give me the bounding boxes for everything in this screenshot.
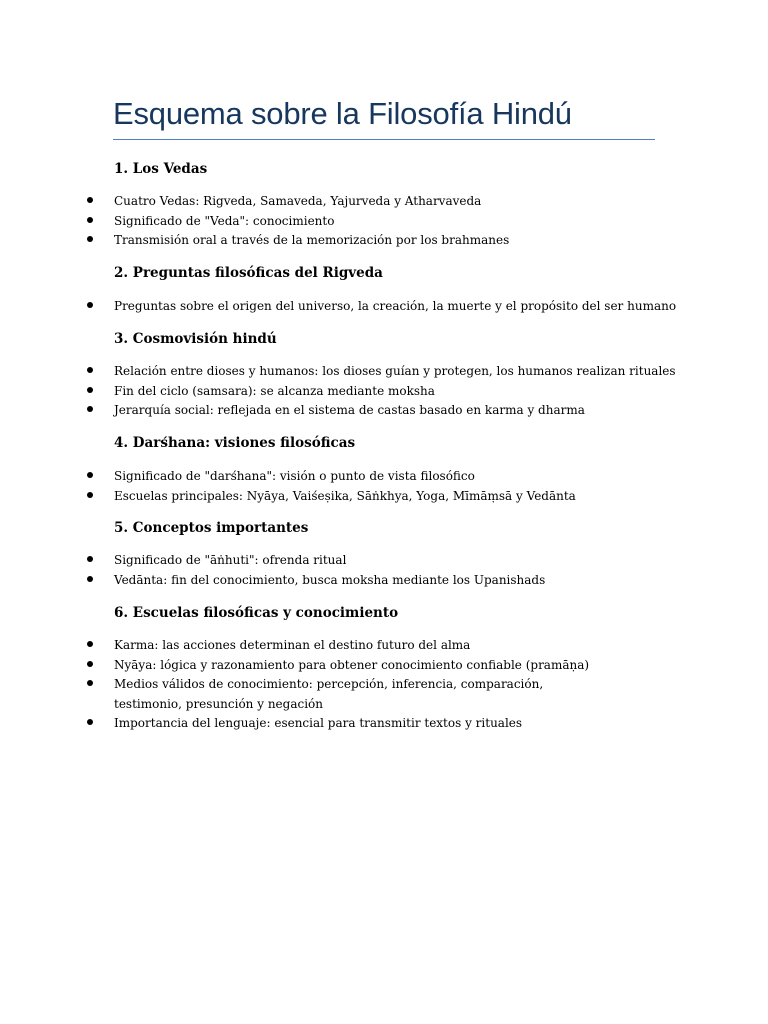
bullet-list bbox=[0, 551, 768, 590]
list-item bbox=[0, 297, 768, 317]
bullet-icon bbox=[87, 472, 93, 478]
list-item bbox=[0, 714, 768, 734]
list-item bbox=[0, 551, 768, 571]
list-item bbox=[0, 656, 768, 676]
title-underline bbox=[113, 139, 655, 140]
list-item-text: Fin del ciclo (samsara): se alcanza mediante moksha bbox=[114, 383, 435, 398]
list-item-text: Escuelas principales: Nyāya, Vaiśeṣika, Sāṅkhya, Yoga, Mīmāṃsā y Vedānta bbox=[114, 488, 576, 503]
list-item bbox=[0, 571, 768, 591]
bullet-list bbox=[0, 636, 768, 734]
list-item-text: Significado de "darśhana": visión o punto de vista filosófico bbox=[114, 469, 475, 483]
bullet-icon bbox=[87, 302, 93, 308]
section-heading: 1. Los Vedas bbox=[114, 161, 208, 177]
list-item bbox=[0, 467, 768, 487]
list-item-text: Jerarquía social: reflejada en el sistema de castas basado en karma y dharma bbox=[114, 403, 585, 417]
bullet-icon bbox=[87, 217, 93, 223]
list-item bbox=[0, 362, 768, 382]
bullet-icon bbox=[87, 492, 93, 498]
section-heading: 3. Cosmovisión hindú bbox=[114, 331, 277, 347]
bullet-list bbox=[0, 297, 768, 317]
list-item-text: Karma: las acciones determinan el destino futuro del alma bbox=[114, 638, 471, 652]
bullet-icon bbox=[87, 367, 93, 373]
list-item bbox=[0, 487, 768, 507]
section-heading: 6. Escuelas filosóficas y conocimiento bbox=[114, 605, 399, 621]
section-heading: 2. Preguntas filosóficas del Rigveda bbox=[114, 265, 383, 281]
list-item bbox=[0, 231, 768, 251]
list-item bbox=[0, 382, 768, 402]
list-item-text: Significado de "āṅhuti": ofrenda ritual bbox=[114, 553, 347, 567]
bullet-list bbox=[0, 192, 768, 251]
document-title: Esquema sobre la Filosofía Hindú bbox=[113, 96, 572, 131]
list-item-text: Relación entre dioses y humanos: los dioses guían y protegen, los humanos realizan rituales bbox=[114, 364, 676, 378]
bullet-icon bbox=[87, 641, 93, 647]
list-item-text: Transmisión oral a través de la memorización por los brahmanes bbox=[114, 233, 510, 247]
section-heading: 5. Conceptos importantes bbox=[114, 520, 309, 536]
list-item-text: Cuatro Vedas: Rigveda, Samaveda, Yajurveda y Atharvaveda bbox=[114, 194, 482, 208]
list-item bbox=[0, 675, 768, 714]
bullet-icon bbox=[87, 236, 93, 242]
list-item bbox=[0, 636, 768, 656]
bullet-icon bbox=[87, 576, 93, 582]
list-item-text: Medios válidos de conocimiento: percepción, inferencia, comparación, testimonio, presunción y negación bbox=[114, 677, 544, 711]
bullet-icon bbox=[87, 680, 93, 686]
list-item-text: Significado de "Veda": conocimiento bbox=[114, 213, 335, 228]
section-heading: 4. Darśhana: visiones filosóficas bbox=[114, 435, 356, 451]
list-item-text: Vedānta: fin del conocimiento, busca moksha mediante los Upanishads bbox=[114, 572, 546, 587]
bullet-icon bbox=[87, 661, 93, 667]
bullet-icon bbox=[87, 556, 93, 562]
list-item bbox=[0, 212, 768, 232]
list-item-text: Preguntas sobre el origen del universo, la creación, la muerte y el propósito del ser humano bbox=[114, 299, 677, 313]
list-item bbox=[0, 192, 768, 212]
list-item bbox=[0, 401, 768, 421]
bullet-list bbox=[0, 362, 768, 421]
list-item-text: Importancia del lenguaje: esencial para transmitir textos y rituales bbox=[114, 716, 523, 730]
bullet-icon bbox=[87, 197, 93, 203]
list-item-text: Nyāya: lógica y razonamiento para obtener conocimiento confiable (pramāṇa) bbox=[114, 657, 590, 672]
bullet-icon bbox=[87, 719, 93, 725]
bullet-list bbox=[0, 467, 768, 506]
bullet-icon bbox=[87, 387, 93, 393]
bullet-icon bbox=[87, 406, 93, 412]
